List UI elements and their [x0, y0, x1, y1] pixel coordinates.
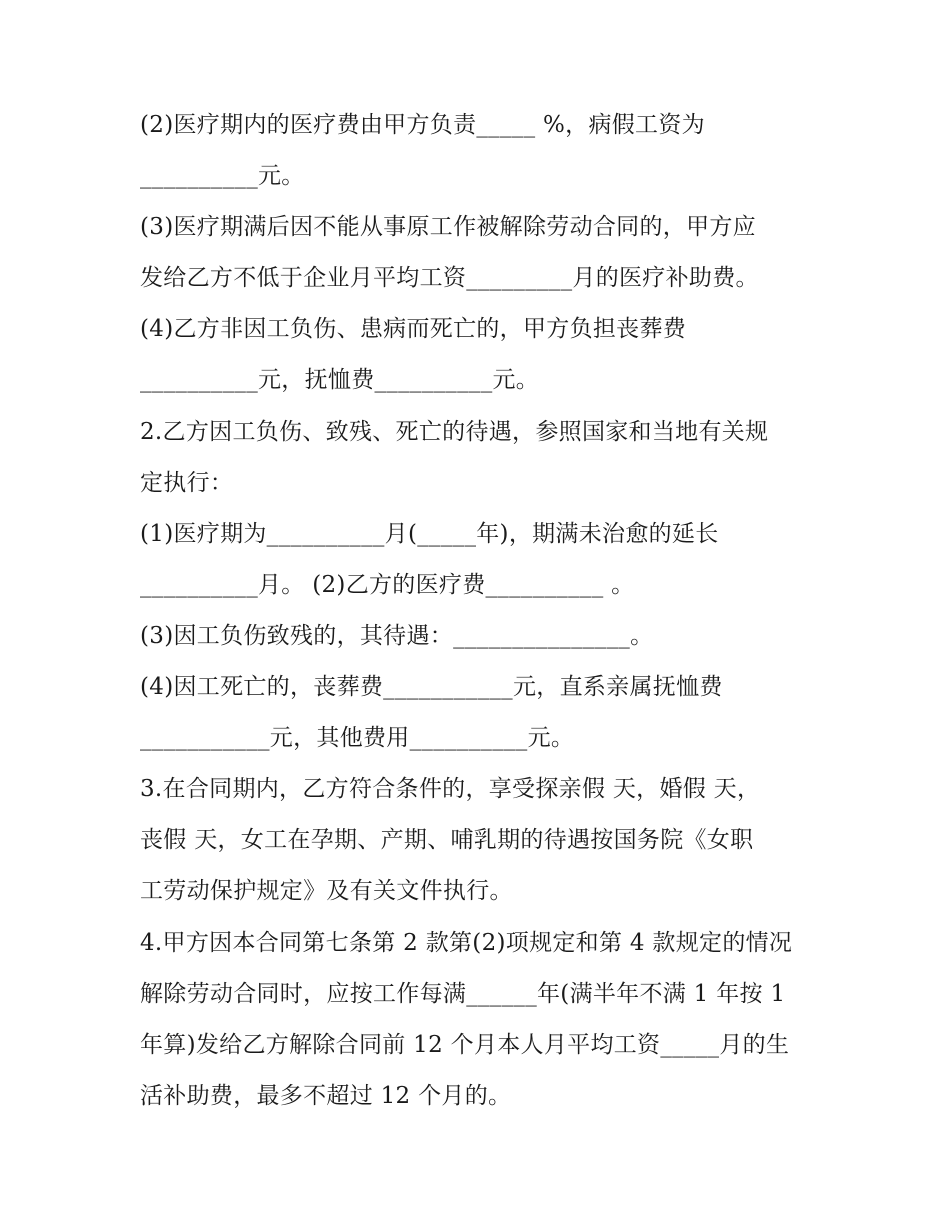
text-line: (3)医疗期满后因不能从事原工作被解除劳动合同的，甲方应 [140, 214, 756, 241]
text-line: (2)医疗期内的医疗费由甲方负责_____ %，病假工资为 [140, 112, 705, 138]
text-line: __________元，抚恤费__________元。 [140, 367, 540, 394]
text-line: ___________元，其他费用__________元。 [140, 725, 575, 752]
text-line: __________月。 (2)乙方的医疗费__________ 。 [140, 571, 635, 598]
text-line: 2.乙方因工负伤、致残、死亡的待遇，参照国家和当地有关规 [140, 418, 769, 445]
text-line: 发给乙方不低于企业月平均工资_________月的医疗补助费。 [140, 265, 759, 292]
text-line: (3)因工负伤致残的，其待遇：_______________。 [140, 622, 654, 649]
text-line: 3.在合同期内，乙方符合条件的，享受探亲假 天，婚假 天， [140, 776, 761, 803]
text-line: (4)因工死亡的，丧葬费___________元，直系亲属抚恤费 [140, 674, 723, 701]
text-line: 工劳动保护规定》及有关文件执行。 [140, 878, 513, 905]
text-line: 解除劳动合同时，应按工作每满______年(满半年不满 1 年按 1 [140, 980, 786, 1007]
text-line: 丧假 天，女工在孕期、产期、哺乳期的待遇按国务院《女职 [140, 827, 754, 854]
document-body [140, 100, 820, 1122]
text-line: 4.甲方因本合同第七条第 2 款第(2)项规定和第 4 款规定的情况 [140, 929, 793, 956]
text-line: 定执行： [140, 469, 234, 496]
text-line: (1)医疗期为__________月(_____年)，期满未治愈的延长 [140, 520, 719, 547]
text-line: 活补助费，最多不超过 12 个月的。 [140, 1082, 512, 1109]
text-line: __________元。 [140, 163, 305, 190]
text-line: 年算)发给乙方解除合同前 12 个月本人月平均工资_____月的生 [140, 1031, 790, 1058]
text-line: (4)乙方非因工负伤、患病而死亡的，甲方负担丧葬费 [140, 316, 687, 343]
